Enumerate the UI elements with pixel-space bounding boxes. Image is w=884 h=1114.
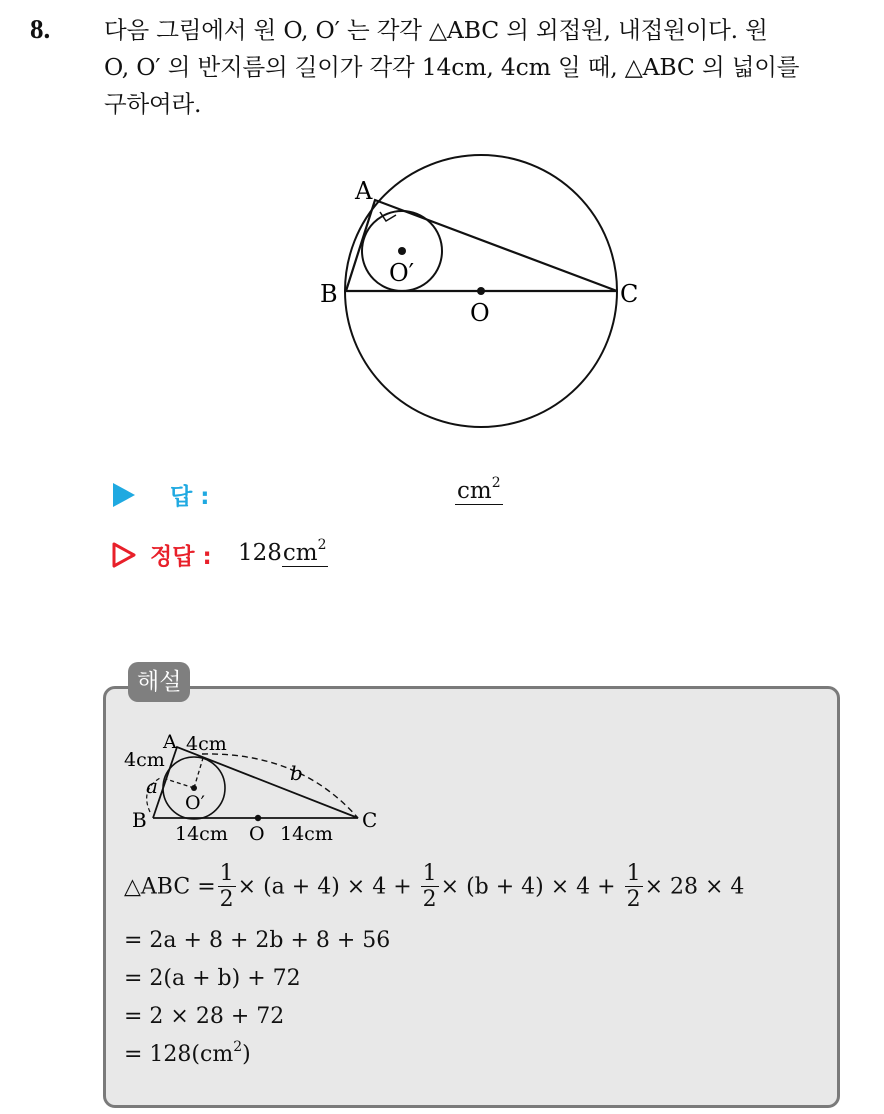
solution-line-1	[124, 862, 744, 913]
sol-label-O: O	[249, 823, 265, 845]
sol-line5-sup: 2	[233, 1039, 243, 1055]
sol-dot-O	[255, 815, 261, 821]
fraction-half-2: $\frac{1}{2}$	[422, 861, 437, 912]
sol-label-len-oc: 14cm	[280, 823, 333, 845]
sol-line5-post: )	[242, 1042, 251, 1067]
fraction-half-1: $\frac{1}{2}$	[219, 861, 234, 912]
sol-term-3: × 28 × 4	[644, 874, 745, 900]
sol-line5-pre: = 128(	[124, 1042, 201, 1067]
answer-unit-sup: 2	[491, 475, 501, 491]
answer-label: 답 :	[170, 484, 210, 510]
question-number: 8.	[30, 14, 51, 44]
sol-label-A: A	[163, 731, 177, 753]
sol-lhs: △ABC =	[124, 874, 216, 900]
solution-tag: 해설	[128, 662, 190, 702]
sol-label-len-top: 4cm	[186, 733, 227, 755]
sol-radius-2	[194, 758, 203, 788]
key-number: 128	[238, 540, 282, 566]
solution-line-4: = 2 × 28 + 72	[124, 1004, 285, 1029]
sol-label-a: a	[146, 774, 158, 798]
sol-term-2: × (b + 4) × 4 +	[440, 874, 616, 900]
question-line-1: 다음 그림에서 원 O, O′ 는 각각 △ABC 의 외접원, 내접원이다. 원	[104, 16, 768, 44]
solution-line-5	[124, 1039, 251, 1067]
sol-triangle	[153, 747, 358, 818]
solution-line-2: = 2a + 8 + 2b + 8 + 56	[124, 928, 391, 953]
sol-label-b: b	[290, 761, 303, 785]
sol-term-1: × (a + 4) × 4 +	[237, 874, 412, 900]
sol-radius-1	[166, 779, 194, 788]
sol-label-len-left: 4cm	[124, 749, 165, 771]
label-O: O	[470, 299, 490, 327]
sol-label-C: C	[362, 808, 378, 832]
key-label: 정답 :	[150, 544, 212, 570]
label-O-prime: O′	[389, 259, 415, 287]
sol-label-len-bo: 14cm	[175, 823, 228, 845]
key-unit: cm	[282, 540, 318, 566]
solution-line-3: = 2(a + b) + 72	[124, 966, 301, 991]
fraction-half-3: $\frac{1}{2}$	[626, 861, 641, 912]
label-C: C	[620, 280, 639, 308]
question-line-2: O, O′ 의 반지름의 길이가 각각 14cm, 4cm 일 때, △ABC 의 넓이를	[104, 53, 800, 81]
sol-label-B: B	[132, 808, 147, 832]
label-B: B	[320, 280, 338, 308]
key-unit-sup: 2	[317, 537, 327, 553]
sol-label-O-prime: O′	[185, 792, 205, 814]
sol-line5-unit: cm	[200, 1042, 234, 1067]
question-line-3: 구하여라.	[104, 90, 202, 118]
label-A: A	[355, 177, 373, 205]
answer-unit: cm	[457, 478, 492, 504]
